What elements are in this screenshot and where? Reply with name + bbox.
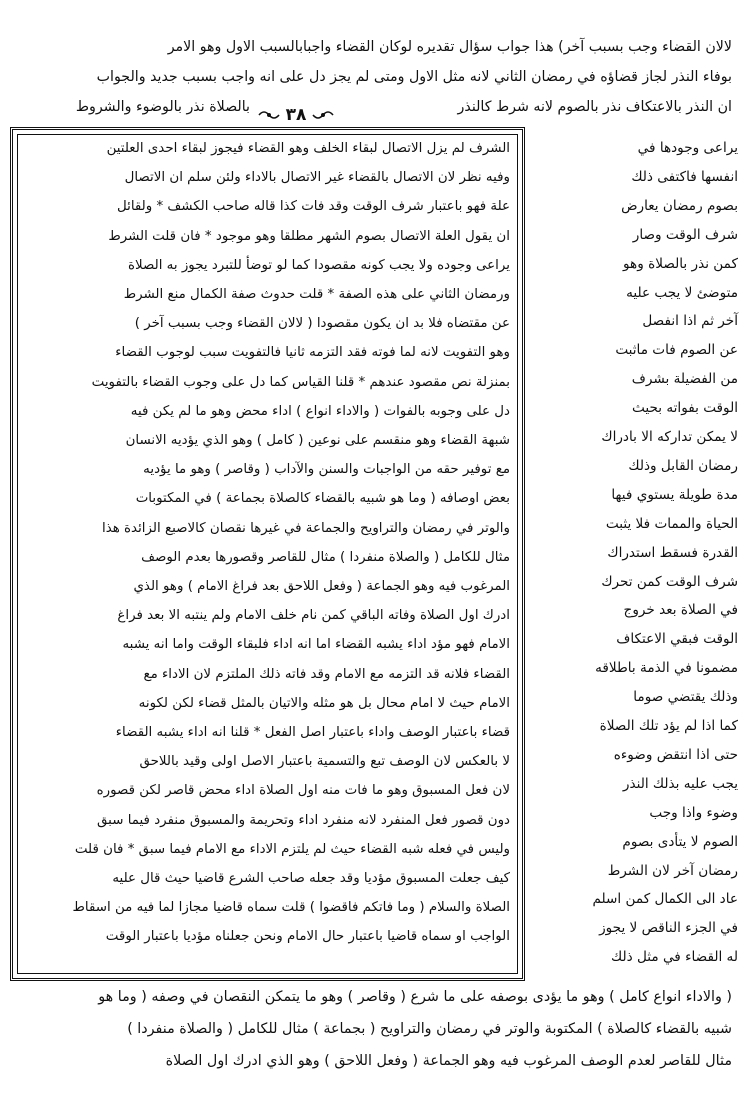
margin-note-line: في الجزء الناقص لا يجوز — [599, 920, 738, 937]
top-text-line-2: بوفاء النذر لجاز قضاؤه في رمضان الثاني لانه مثل الاول ومتى لم يجز دل على انه واجب بسبب جديد والجواب — [96, 69, 732, 85]
margin-note-line: عن الصوم فات ماثبت — [615, 342, 738, 359]
commentary-line: دون قصور فعل المنفرد لانه منفرد اداء وتحريمة والمسبوق منفرد فيما سبق — [97, 812, 510, 828]
margin-note-line: القدرة فسقط استدراك — [607, 544, 738, 561]
margin-note-line: شرف الوقت كمن تحرك — [601, 573, 738, 590]
page-number-text: ٣٨ — [285, 105, 307, 125]
margin-note-line: الوقت فبقي الاعتكاف — [616, 631, 738, 648]
commentary-line: القضاء فلانه قد التزمه مع الامام وقد فاته ذلك الملتزم لان الاداء مع — [143, 666, 510, 682]
margin-note-line: بصوم رمضان يعارض — [621, 197, 738, 214]
commentary-line: بمنزلة نص مقصود عندهم * قلنا القياس كما دل على وجوب القضاء بالتفويت — [91, 374, 510, 390]
margin-note-line: الحياة والممات فلا يثبت — [605, 515, 738, 532]
commentary-line: لا بالعكس لان الوصف تبع والتسمية باعتبار الاصل اولى وقيد باللاحق — [139, 754, 510, 770]
margin-note-line: آخر ثم اذا انفصل — [642, 313, 738, 330]
margin-note-line: لا يمكن تداركه الا بادراك — [601, 429, 738, 445]
bottom-text-line-3: مثال للقاصر لعدم الوصف المرغوب فيه وهو الجماعة ( وفعل اللاحق ) وهو الذي ادرك اول الصلاة — [165, 1053, 732, 1069]
margin-note-line: وضوء واذا وجب — [649, 804, 738, 821]
commentary-line: الامام حيث لا امام محال بل هو مثله والاتيان بالمثل قضاء لكن لكونه — [138, 695, 510, 711]
margin-note-line: من الفضيلة بشرف — [631, 371, 738, 388]
margin-note-line: له القضاء في مثل ذلك — [611, 949, 738, 966]
margin-note-line: متوضئ لا يجب عليه — [626, 284, 738, 301]
margin-note-line: مضمونا في الذمة باطلاقه — [595, 660, 738, 677]
top-text-line-3-right: ان النذر بالاعتكاف نذر بالصوم لانه شرط كالنذر — [457, 99, 732, 115]
margin-note-line: حتى اذا انتقض وضوءه — [613, 746, 738, 763]
commentary-text-block — [26, 142, 510, 972]
margin-note-line: في الصلاة بعد خروج — [623, 602, 738, 619]
commentary-line: كيف جعلت المسبوق مؤديا وقد جعله صاحب الشرع قاضيا حيث قال عليه — [112, 871, 510, 886]
margin-note-line: وذلك يقتضي صوما — [633, 689, 738, 706]
commentary-line: قضاء باعتبار الوصف واداء باعتبار اصل الفعل * قلنا انه اداء يشبه القضاء — [115, 725, 510, 740]
commentary-line: عن مقتضاه فلا بد ان يكون مقصودا ( لالان القضاء وجب بسبب آخر ) — [134, 316, 510, 332]
commentary-line: دل على وجوبه بالفوات ( والاداء انواع ) اداء محض وهو ما لم يكن فيه — [130, 403, 510, 419]
commentary-line: يراعى وجوده ولا يجب كونه مقصودا كما لو توضأ للتبرد يجوز به الصلاة — [128, 257, 510, 273]
ornament-right-icon — [258, 109, 280, 121]
top-text-line-1: لالان القضاء وجب بسبب آخر) هذا جواب سؤال تقديره لوكان القضاء واجبابالسبب الاول وهو الامر — [167, 39, 732, 55]
margin-note-line: يراعى وجودها في — [637, 140, 738, 156]
commentary-line: مثال للكامل ( والصلاة منفردا ) مثال للقاصر وقصورها بعدم الوصف — [141, 549, 510, 565]
commentary-line: مع توفير حقه من الواجبات والسنن والآداب ( وقاصر ) وهو ما يؤديه — [143, 462, 510, 478]
margin-note-line: كمن نذر بالصلاة وهو — [623, 255, 738, 272]
commentary-line: ادرك اول الصلاة وفاته الباقي كمن نام خلف الامام ولم ينتبه الا بعد فراغ — [117, 608, 510, 624]
commentary-line: ورمضان الثاني على هذه الصفة * قلت حدوث صفة الكمال منع الشرط — [123, 287, 510, 302]
page-number — [252, 104, 340, 126]
top-text-line-3-left: بالصلاة نذر بالوضوء والشروط — [75, 99, 250, 115]
margin-note-line: كما اذا لم يؤد تلك الصلاة — [599, 718, 738, 734]
commentary-line: الواجب او سماه قاضيا باعتبار حال الامام ونحن جعلناه مؤديا باعتبار الوقت — [105, 929, 510, 945]
commentary-line: المرغوب فيه وهو الجماعة ( وفعل اللاحق بعد فراغ الامام ) وهو الذي — [133, 579, 510, 594]
margin-note-line: الوقت بفواته بحيث — [632, 400, 738, 417]
margin-note-line: الصوم لا يتأدى بصوم — [622, 833, 738, 850]
margin-note-line: رمضان القابل وذلك — [628, 457, 738, 474]
margin-note-line: مدة طويلة يستوي فيها — [611, 486, 738, 503]
commentary-line: والوتر في رمضان والتراويح والجماعة في غيرها نقصان كالاصبع الزائدة هذا — [101, 520, 510, 536]
commentary-line: وفيه نظر لان الاتصال بالقضاء غير الاتصال بالاداء ولئن سلم ان الاتصال — [124, 170, 510, 186]
margin-notes-column — [534, 132, 738, 972]
commentary-line: وليس في فعله شبه القضاء حيث لم يلتزم الاداء مع الامام فيما سبق * فان قلت — [74, 841, 510, 857]
margin-note-line: شرف الوقت وصار — [632, 226, 738, 243]
commentary-line: شبهة القضاء وهو منقسم على نوعين ( كامل ) وهو الذي يؤديه الانسان — [125, 433, 510, 448]
margin-note-line: انفسها فاكتفى ذلك — [631, 168, 738, 185]
bottom-text-line-1: ( والاداء انواع كامل ) وهو ما يؤدى بوصفه على ما شرع ( وقاصر ) وهو ما يتمكن النقصان في وصفه ( وما هو — [98, 989, 732, 1005]
commentary-line: بعض اوصافه ( وما هو شبيه بالقضاء كالصلاة بجماعة ) في المكتوبات — [135, 491, 510, 507]
margin-note-line: يجب عليه بذلك النذر — [622, 775, 738, 792]
margin-note-line: رمضان آخر لان الشرط — [607, 862, 738, 879]
commentary-line: وهو التفويت لانه لما فوته فقد التزمه ثانيا فالتفويت سبب لوجوب القضاء — [115, 345, 510, 361]
commentary-line: الشرف لم يزل الاتصال لبقاء الخلف وهو القضاء فيجوز لبقاء احدى العلتين — [106, 141, 510, 156]
commentary-line: ان يقول العلة الاتصال بصوم الشهر مطلقا وهو موجود * فان قلت الشرط — [108, 228, 510, 244]
bottom-text-line-2: شبيه بالقضاء كالصلاة ) المكتوبة والوتر في رمضان والتراويح ( بجماعة ) مثال للكامل ( والصلاة منفردا ) — [127, 1021, 732, 1037]
commentary-line: لان فعل المسبوق وهو ما فات منه اول الصلاة اداء محض قاصر لكن قصوره — [96, 783, 510, 799]
commentary-line: علة فهو باعتبار شرف الوقت وقد فات كذا قاله صاحب الكشف * ولقائل — [116, 199, 510, 215]
commentary-line: الامام فهو مؤد اداء يشبه القضاء اما انه اداء فلبقاء الوقت واما انه يشبه — [122, 637, 510, 653]
margin-note-line: عاد الى الكمال كمن اسلم — [592, 891, 738, 908]
commentary-line: الصلاة والسلام ( وما فاتكم فاقضوا ) قلت سماه قاضيا مجازا لما فيه من اسقاط — [72, 900, 510, 916]
ornament-left-icon — [312, 109, 334, 121]
